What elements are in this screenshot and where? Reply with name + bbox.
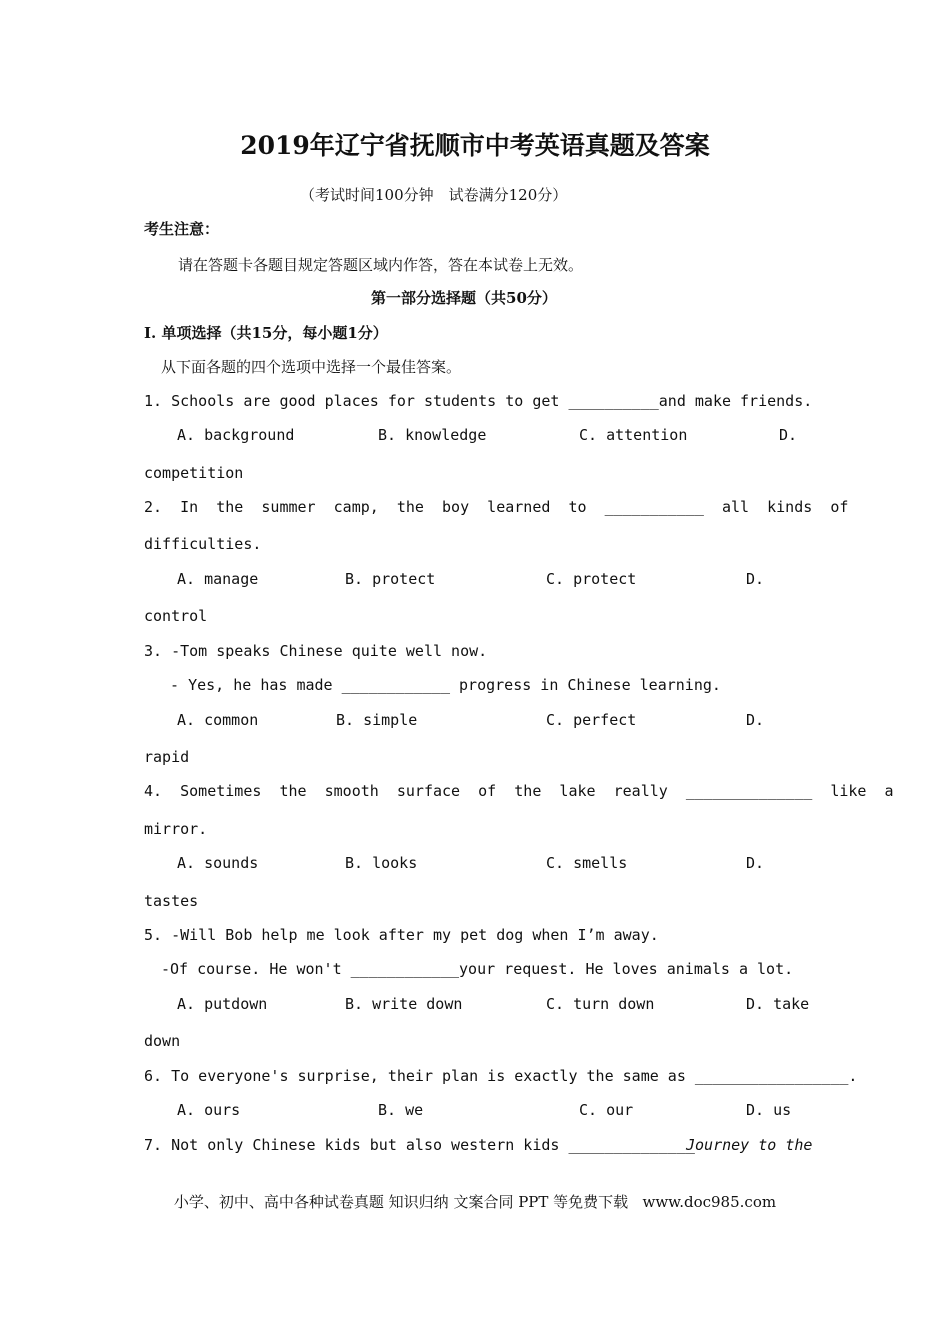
q2-option-a: A. manage xyxy=(177,570,259,588)
q5-option-d-text: down xyxy=(144,1032,181,1050)
question-7: 7. Not only Chinese kids but also western kids ______________ xyxy=(144,1136,695,1154)
q3-option-a: A. common xyxy=(177,711,259,729)
notice-text: 请在答题卡各题目规定答题区域内作答，答在本试卷上无效。 xyxy=(178,256,584,274)
question-4-cont: mirror. xyxy=(144,820,208,838)
q2-option-d: D. xyxy=(746,570,765,588)
q1-option-b: B. knowledge xyxy=(378,426,487,444)
exam-info: （考试时间100分钟 试卷满分120分） xyxy=(300,186,568,204)
q1-option-c: C. attention xyxy=(579,426,688,444)
footer-ad: 小学、初中、高中各种试卷真题 知识归纳 文案合同 PPT 等免费下载 www.doc985.com xyxy=(173,1193,777,1211)
q4-option-d-text: tastes xyxy=(144,892,199,910)
question-3: 3. -Tom speaks Chinese quite well now. xyxy=(144,642,488,660)
question-5: 5. -Will Bob help me look after my pet dog when I’m away. xyxy=(144,926,659,944)
q2-option-c: C. protect xyxy=(546,570,637,588)
page-title: 2019年辽宁省抚顺市中考英语真题及答案 xyxy=(240,131,710,160)
question-2: 2. In the summer camp, the boy learned to ___________ all kinds of xyxy=(144,498,849,516)
question-2-cont: difficulties. xyxy=(144,535,262,553)
question-7-book-title xyxy=(686,1136,812,1154)
section-heading: I. 单项选择（共15分，每小题1分） xyxy=(144,324,388,342)
question-1: 1. Schools are good places for students to get __________and make friends. xyxy=(144,392,813,410)
q3-option-c: C. perfect xyxy=(546,711,637,729)
q3-option-d: D. xyxy=(746,711,765,729)
q3-option-b: B. simple xyxy=(336,711,418,729)
question-7-book-title-text: Journey to the xyxy=(686,1136,813,1154)
question-5-reply: -Of course. He won't ____________your request. He loves animals a lot. xyxy=(161,960,794,978)
notice-heading: 考生注意： xyxy=(144,220,220,238)
q1-option-d: D. xyxy=(779,426,798,444)
q2-option-d-text: control xyxy=(144,607,208,625)
q5-option-a: A. putdown xyxy=(177,995,268,1013)
q4-option-b: B. looks xyxy=(345,854,418,872)
q6-option-c: C. our xyxy=(579,1101,634,1119)
q6-option-a: A. ours xyxy=(177,1101,241,1119)
section-instruction: 从下面各题的四个选项中选择一个最佳答案。 xyxy=(161,358,462,376)
q3-option-d-text: rapid xyxy=(144,748,190,766)
q4-option-a: A. sounds xyxy=(177,854,259,872)
q2-option-b: B. protect xyxy=(345,570,436,588)
part-heading: 第一部分选择题（共50分） xyxy=(371,289,557,307)
q4-option-d: D. xyxy=(746,854,765,872)
q6-option-b: B. we xyxy=(378,1101,424,1119)
q1-option-d-text: competition xyxy=(144,464,244,482)
q4-option-c: C. smells xyxy=(546,854,628,872)
question-3-reply: - Yes, he has made ____________ progress in Chinese learning. xyxy=(161,676,721,694)
question-4: 4. Sometimes the smooth surface of the lake really ______________ like a xyxy=(144,782,894,800)
q1-option-a: A. background xyxy=(177,426,295,444)
q6-option-d: D. us xyxy=(746,1101,792,1119)
q5-option-d: D. take xyxy=(746,995,810,1013)
question-6: 6. To everyone's surprise, their plan is exactly the same as _________________. xyxy=(144,1067,858,1085)
q5-option-c: C. turn down xyxy=(546,995,655,1013)
q5-option-b: B. write down xyxy=(345,995,463,1013)
